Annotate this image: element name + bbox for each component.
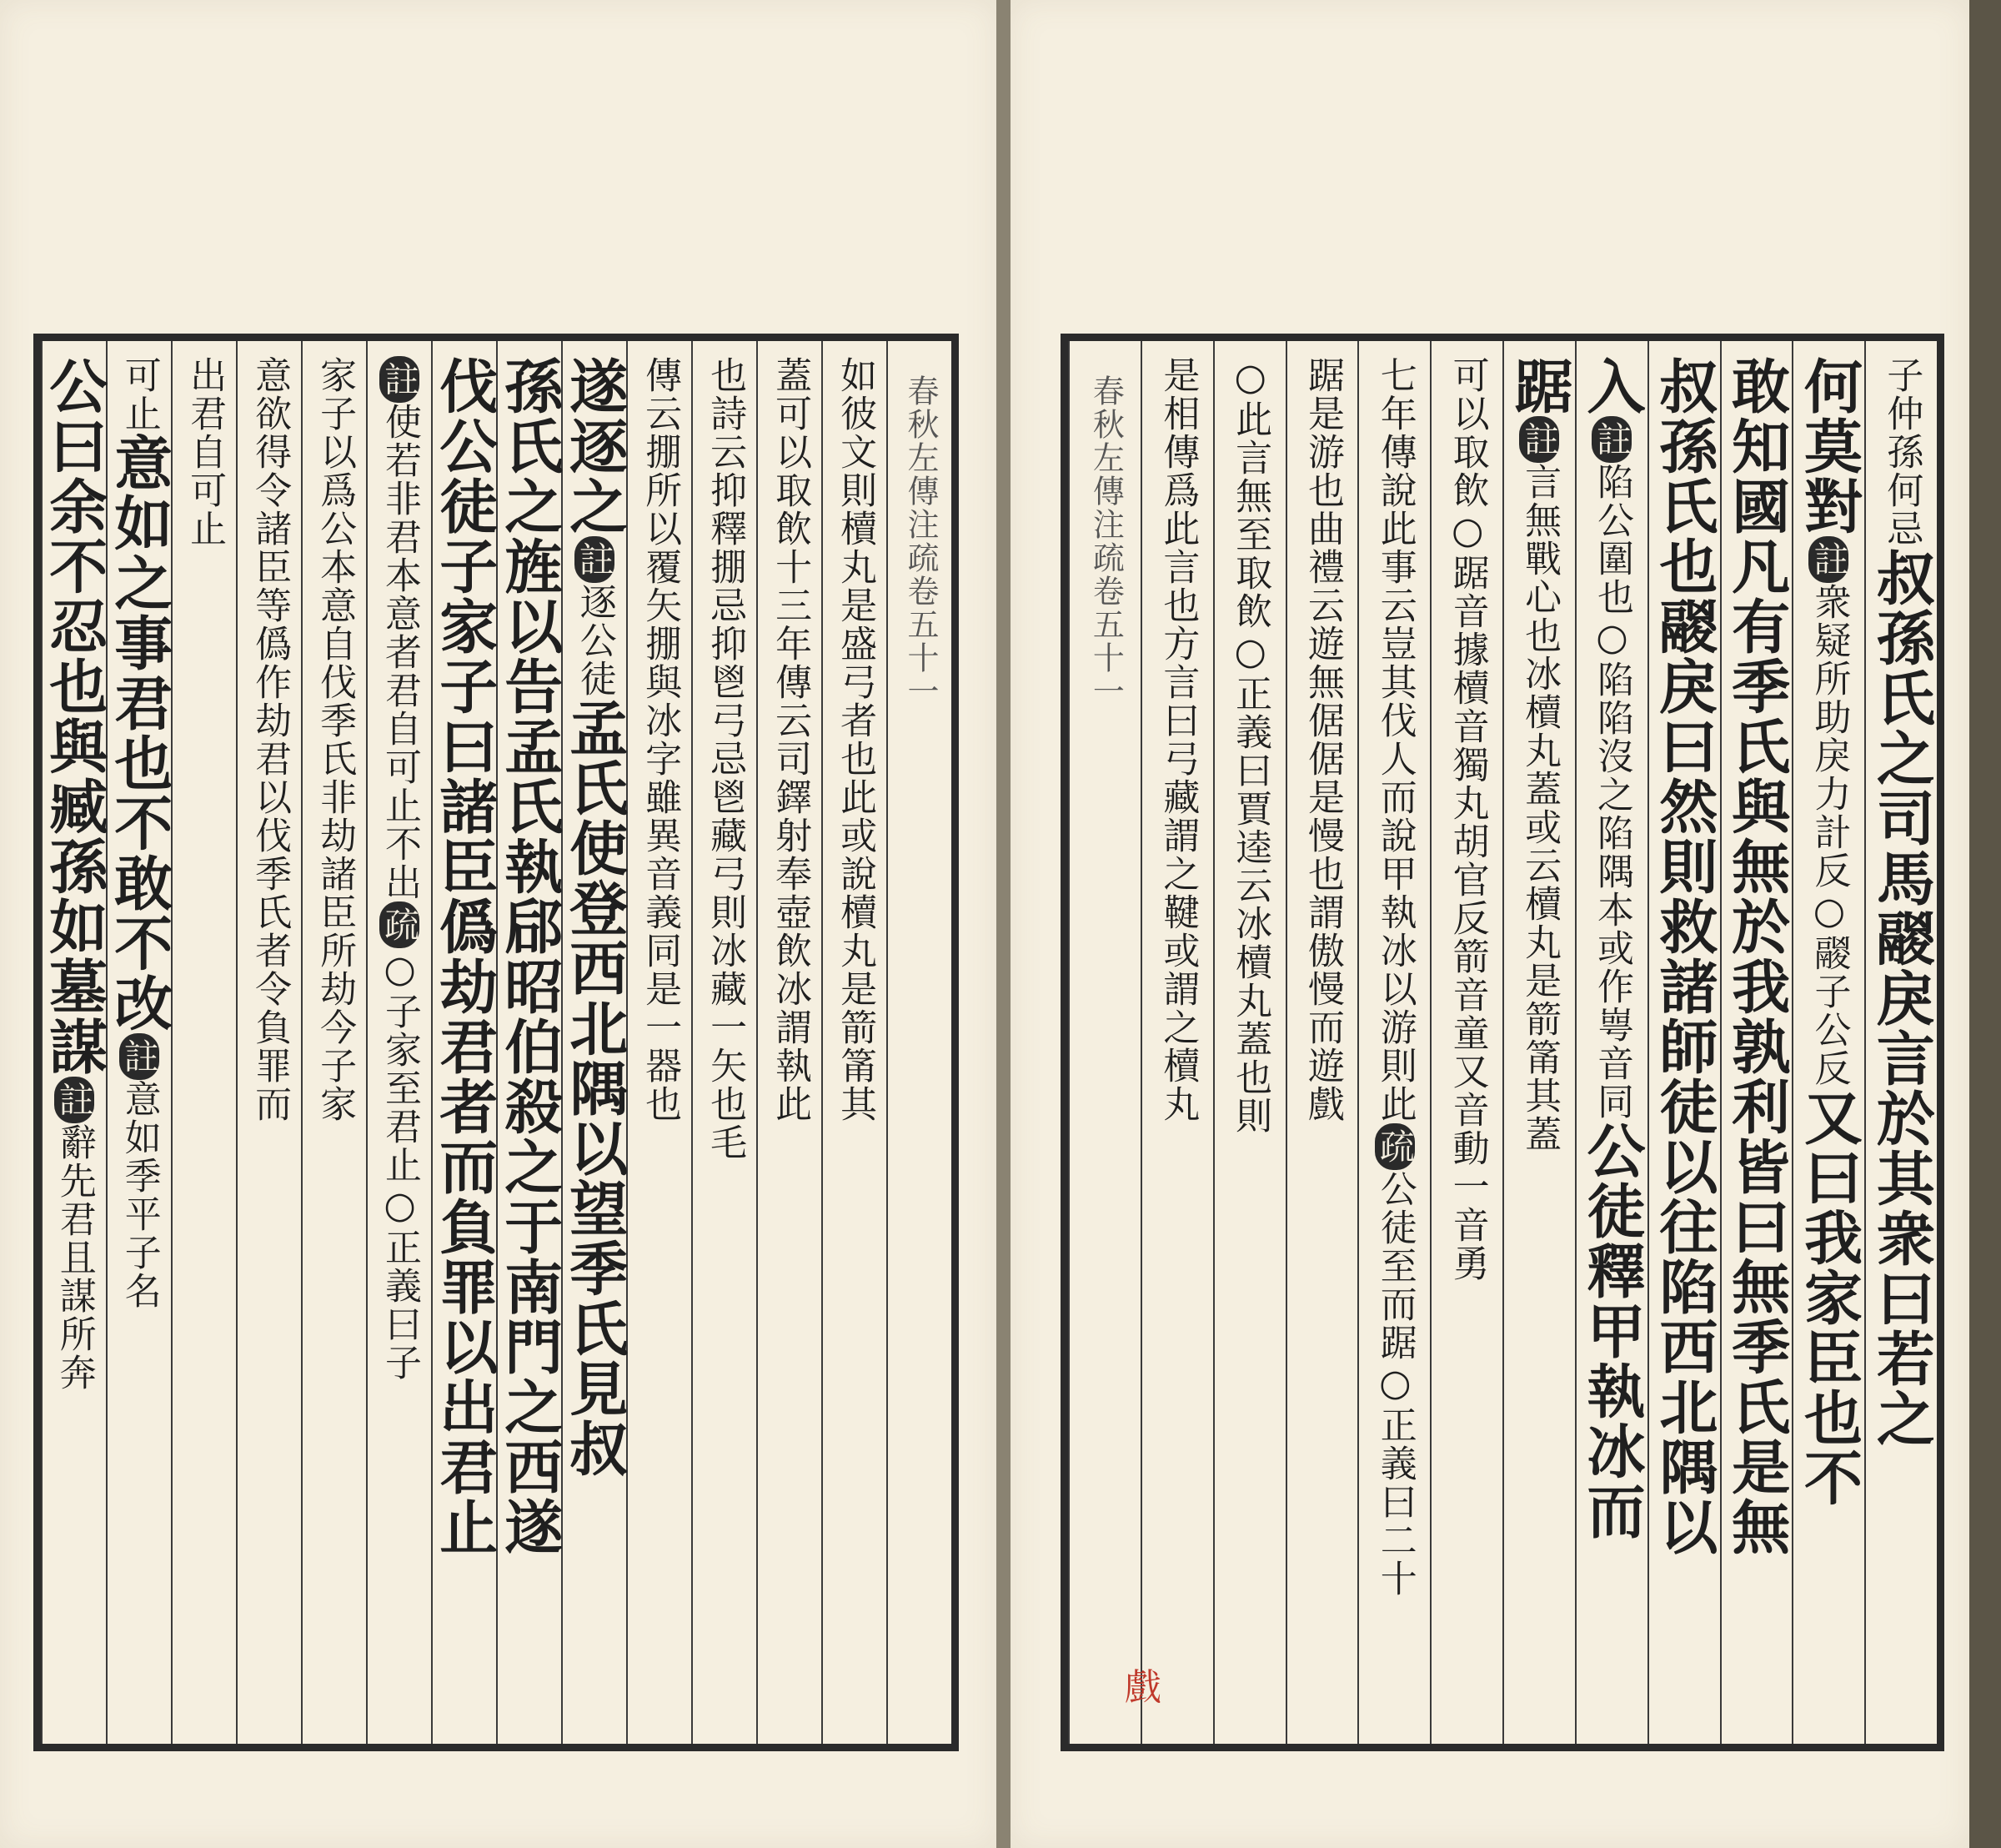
commentary-text: 家子以爲公本意自伐季氏非劫諸臣所劫今子家 <box>313 356 357 1123</box>
commentary-text: 傳云掤所以覆矢掤與冰字雖異音義同是一器也 <box>639 356 682 1123</box>
spine-text: 春秋左傳注疏卷五十一 <box>1087 374 1125 708</box>
commentary-text: 也詩云抑釋掤忌抑鬯弓忌鬯藏弓則冰藏一矢也毛 <box>704 356 747 1162</box>
text-column <box>1792 341 1864 1744</box>
right-text-frame <box>1061 334 1944 1751</box>
column-text <box>183 356 227 1744</box>
text-column <box>1286 341 1358 1744</box>
annotation-badge: 註 <box>574 536 614 583</box>
commentary-text: 蓋可以取飲十三年傳云司鐸射奉壺飲冰謂執此 <box>769 356 812 1123</box>
annotation-badge: 註 <box>1808 536 1848 583</box>
text-column <box>756 341 821 1744</box>
commentary-text: ○子家至君止○正義曰子 <box>379 948 422 1382</box>
right-page <box>1011 0 1969 1848</box>
column-text <box>104 356 174 1744</box>
spine-column <box>1068 341 1141 1744</box>
annotation-badge: 註 <box>54 1077 94 1123</box>
main-text: 又曰我家臣也不 <box>1794 1087 1864 1508</box>
column-text <box>379 356 422 1744</box>
page-edge <box>1969 0 2001 1848</box>
column-text <box>39 356 109 1744</box>
left-text-frame <box>33 334 959 1751</box>
column-text <box>313 356 357 1744</box>
column-text <box>559 356 629 1744</box>
main-text: 孫氏之旌以告孟氏執郈昭伯殺之于南門之西遂 <box>494 356 564 1557</box>
text-column <box>559 341 629 1744</box>
main-text: 公徒釋甲執冰而 <box>1577 1121 1647 1541</box>
commentary-text: 七年傳說此事云豈其伐人而說甲執冰以游則此 <box>1373 356 1417 1123</box>
column-text <box>1505 356 1575 1744</box>
text-column <box>1864 341 1937 1744</box>
commentary-text: 言無戰心也冰櫝丸蓋或云櫝丸是箭筩其蓋 <box>1518 463 1562 1153</box>
text-column <box>1141 341 1213 1744</box>
commentary-text: ○此言無至取飲○正義曰賈逵云冰櫝丸蓋也則 <box>1229 356 1272 1135</box>
spine-column <box>886 341 951 1744</box>
text-column <box>429 341 499 1744</box>
commentary-text: 意欲得令諸臣等僞作劫君以伐季氏者令負罪而 <box>248 356 292 1123</box>
main-text: 踞 <box>1505 356 1575 416</box>
text-column <box>236 341 301 1744</box>
column-text <box>639 356 682 1744</box>
text-column <box>626 341 691 1744</box>
column-text <box>1446 356 1489 1744</box>
commentary-text: 逐公徒 <box>573 583 616 698</box>
commentary-text: 踞是游也曲禮云遊無倨倨是慢也謂傲慢而遊戲 <box>1301 356 1344 1123</box>
red-seal-mark: 戲 <box>1125 1666 1161 1709</box>
book-gutter <box>996 0 1011 1848</box>
commentary-text: 可止 <box>118 356 161 433</box>
column-text <box>834 356 877 1744</box>
annotation-badge: 疏 <box>1375 1123 1415 1170</box>
main-text: 敢知國凡有季氏與無於我孰利皆曰無季氏是無 <box>1722 356 1792 1557</box>
main-text: 遂逐之 <box>559 356 629 536</box>
commentary-text: 陷公圍也○陷陷沒之陷隅本或作㟧音同 <box>1590 463 1633 1121</box>
text-column <box>1430 341 1502 1744</box>
commentary-text: 出君自可止 <box>183 356 227 548</box>
annotation-badge: 註 <box>1592 416 1632 463</box>
main-text: 何莫對 <box>1794 356 1864 536</box>
commentary-text: 公徒至而踞○正義曰二十 <box>1373 1170 1417 1598</box>
commentary-text: 子仲孫何忌 <box>1880 356 1923 548</box>
main-text: 叔孫氏也鬷戾曰然則救諸師徒以往陷西北隅以 <box>1649 356 1719 1557</box>
column-text <box>1303 356 1342 1744</box>
spine-text: 春秋左傳注疏卷五十一 <box>901 374 939 708</box>
commentary-text: 意如季平子名 <box>118 1080 161 1310</box>
column-text <box>1375 356 1415 1744</box>
column-text <box>1867 356 1937 1744</box>
column-text <box>429 356 499 1744</box>
commentary-text: 可以取飲○踞音據櫝音獨丸胡官反箭音童又音動一音勇 <box>1446 356 1489 1283</box>
annotation-badge: 註 <box>379 356 419 403</box>
text-column <box>39 341 109 1744</box>
text-column <box>1357 341 1430 1744</box>
column-text <box>1229 356 1272 1744</box>
commentary-text: 使若非君本意者君自可止不出 <box>379 403 422 901</box>
column-text <box>494 356 564 1744</box>
text-column <box>1720 341 1793 1744</box>
annotation-badge: 註 <box>1519 416 1559 463</box>
text-column <box>1575 341 1647 1744</box>
commentary-text: 辭先君且謀所奔 <box>53 1123 96 1392</box>
column-text <box>704 356 747 1744</box>
column-text <box>1649 356 1719 1744</box>
main-text: 意如之事君也不敢不改 <box>104 433 174 1033</box>
main-text: 公曰余不忍也與臧孫如墓謀 <box>39 356 109 1077</box>
text-column <box>366 341 431 1744</box>
text-column <box>1213 341 1286 1744</box>
commentary-text: 衆疑所助戾力計反○鬷子公反 <box>1808 583 1851 1087</box>
main-text: 孟氏使登西北隅以望季氏見叔 <box>559 698 629 1479</box>
commentary-text: 如彼文則櫝丸是盛弓者也此或說櫝丸是箭筩其 <box>834 356 877 1123</box>
column-text <box>769 356 812 1744</box>
column-text <box>1577 356 1647 1744</box>
text-column <box>1502 341 1575 1744</box>
column-text <box>248 356 292 1744</box>
main-text: 入 <box>1577 356 1647 416</box>
text-column <box>494 341 564 1744</box>
text-column <box>301 341 366 1744</box>
text-column <box>171 341 236 1744</box>
column-text <box>1794 356 1864 1744</box>
text-column <box>1647 341 1720 1744</box>
annotation-badge: 疏 <box>379 901 419 948</box>
commentary-text: 是相傳爲此言也方言曰弓藏謂之鞬或謂之櫝丸 <box>1156 356 1200 1123</box>
left-page <box>0 0 996 1848</box>
column-text <box>1722 356 1792 1744</box>
text-column <box>821 341 886 1744</box>
text-column <box>104 341 174 1744</box>
text-column <box>691 341 756 1744</box>
main-text: 叔孫氏之司馬鬷戾言於其衆曰若之 <box>1867 548 1937 1449</box>
column-text <box>1156 356 1200 1744</box>
main-text: 伐公徒子家子曰諸臣僞劫君者而負罪以出君止 <box>429 356 499 1557</box>
annotation-badge: 註 <box>119 1033 159 1080</box>
